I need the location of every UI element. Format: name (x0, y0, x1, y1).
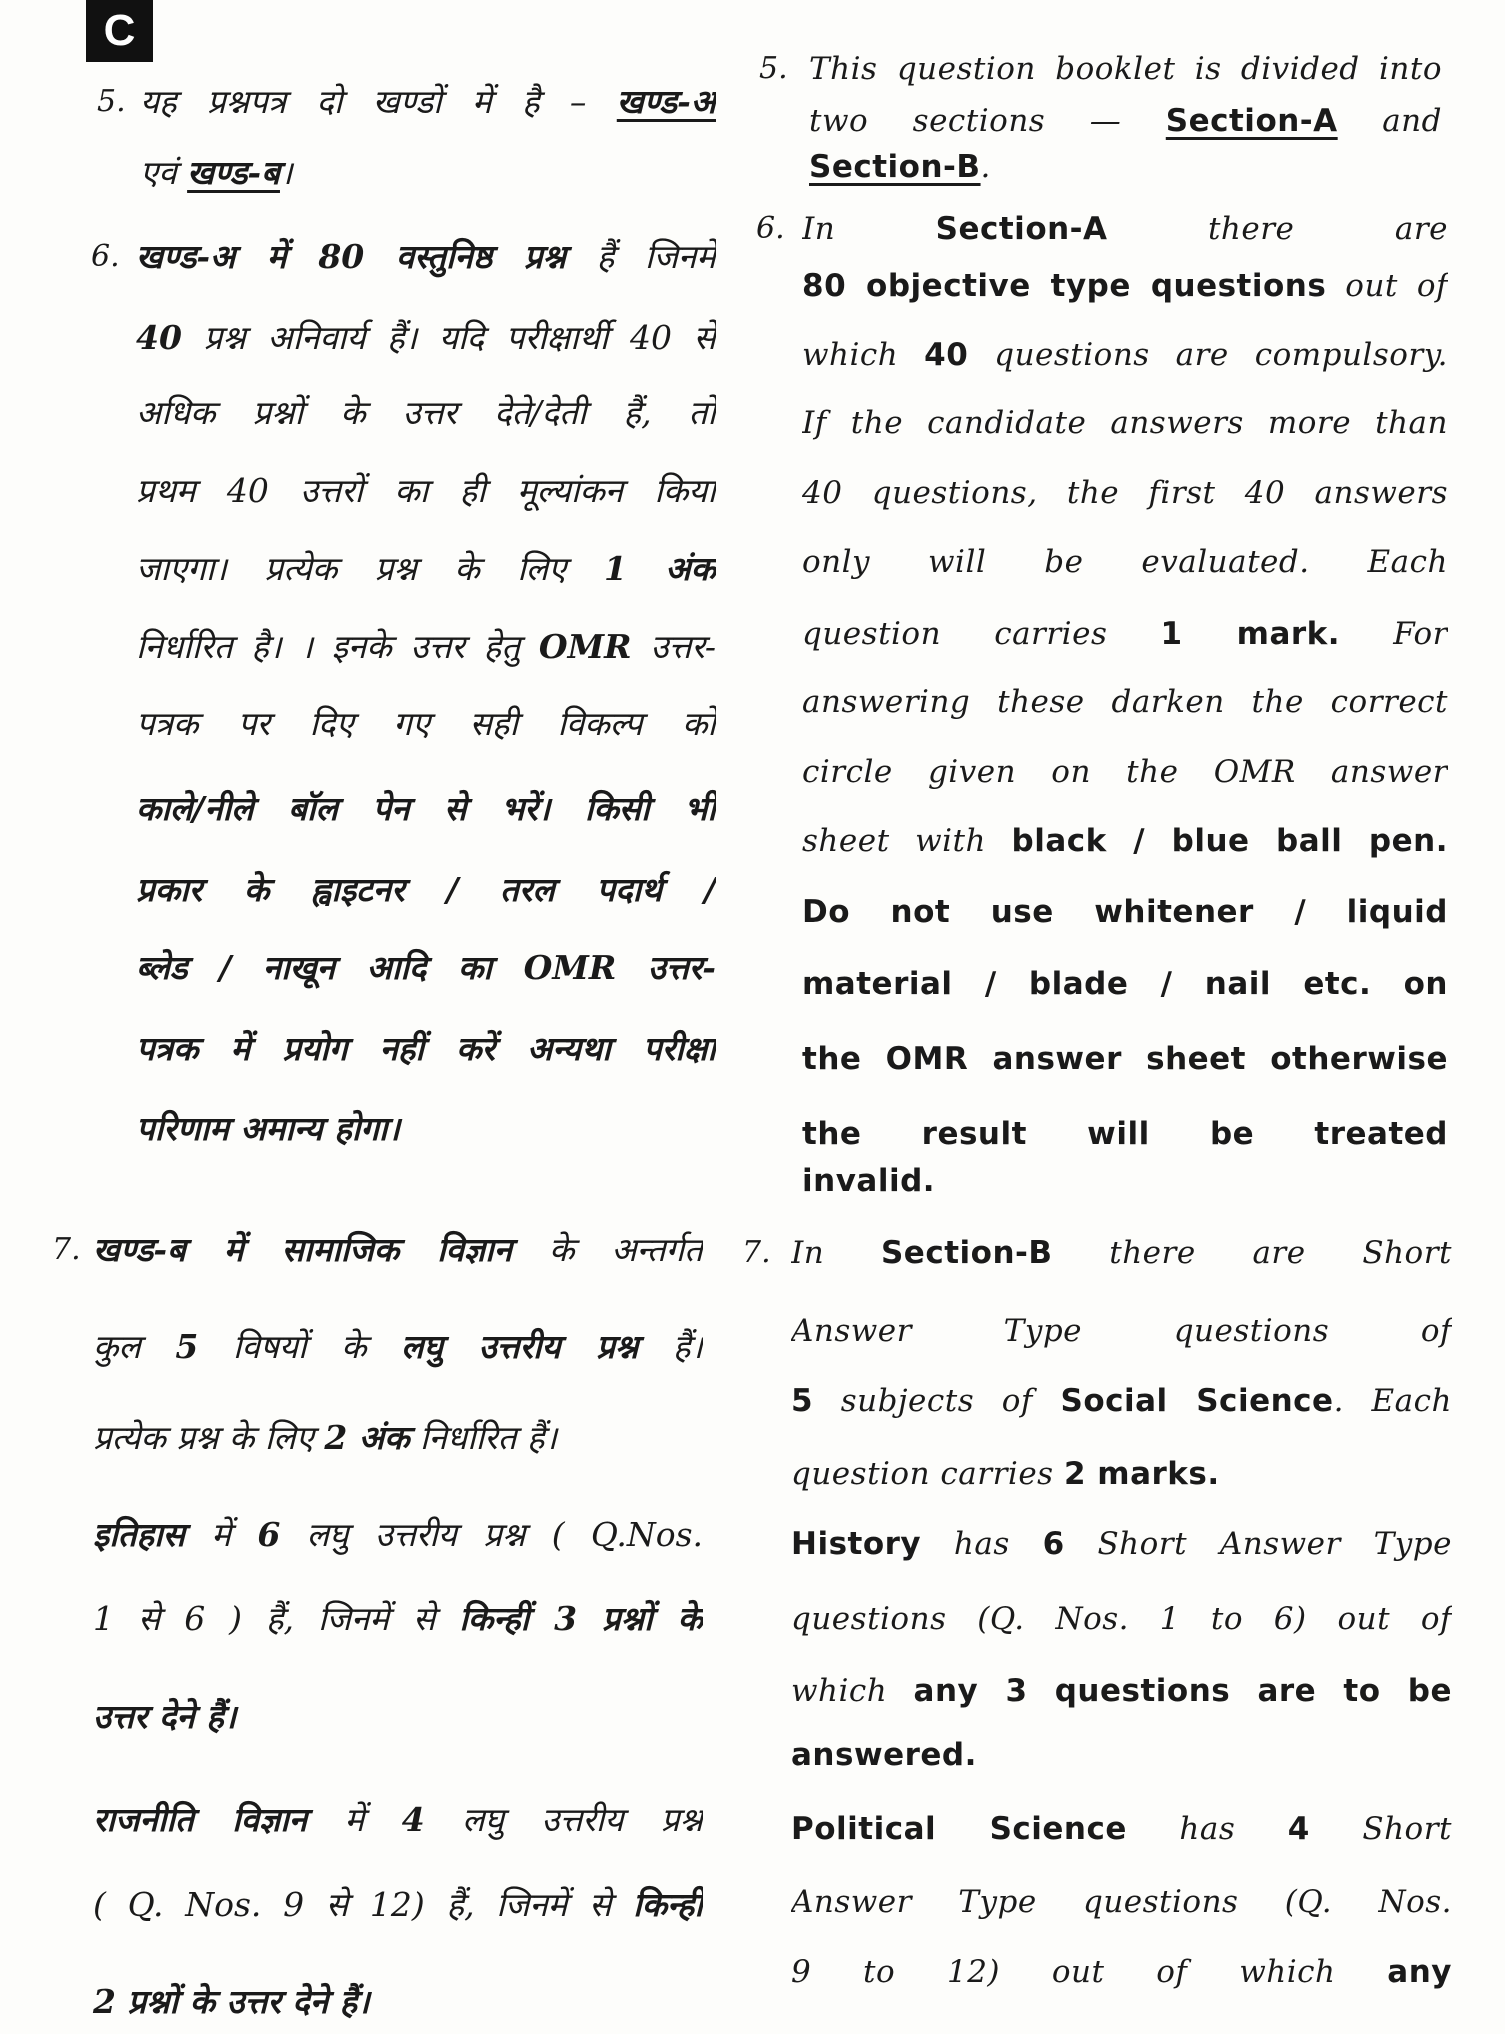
text-line (791, 1950, 1452, 1994)
text-segment: . (980, 149, 991, 185)
text-segment: Answer Type questions of (791, 1313, 1452, 1349)
text-line (136, 946, 716, 990)
text-segment: there are (1107, 211, 1448, 247)
emphasized-text: ब्लेड / नाखून आदि का OMR उत्तर- (136, 948, 716, 987)
item-number: 7. (742, 1235, 771, 1270)
text-line (136, 547, 716, 591)
text-line (791, 1597, 1452, 1641)
text-segment: question carries (791, 1456, 1064, 1492)
text-segment: में (184, 1515, 258, 1554)
text-segment: पत्रक पर दिए गए सही विकल्प को (136, 704, 716, 743)
text-segment: यह प्रश्नपत्र दो खण्डों में है – (140, 82, 617, 121)
text-line (136, 316, 716, 360)
text-segment: which (802, 337, 925, 373)
emphasized-text: Section-A (1165, 103, 1338, 139)
item-number: 5. (97, 84, 126, 119)
text-line (802, 207, 1448, 251)
text-line (136, 1027, 716, 1071)
emphasized-text: लघु उत्तरीय प्रश्न (401, 1327, 639, 1366)
emphasized-text: इतिहास (93, 1515, 185, 1554)
text-segment: In (802, 211, 936, 247)
text-segment: This question booklet is divided into (809, 51, 1442, 87)
text-line (136, 787, 716, 831)
text-line (802, 962, 1448, 1006)
emphasized-text: खण्ड-ब में सामाजिक विज्ञान (93, 1230, 513, 1269)
text-line (791, 1231, 1452, 1275)
text-line (136, 469, 716, 513)
text-line (93, 1883, 703, 1927)
text-line (791, 1452, 1452, 1496)
text-segment: प्रत्येक प्रश्न के लिए (93, 1418, 325, 1457)
text-line (791, 1880, 1452, 1924)
item-number: 6. (91, 239, 120, 274)
emphasized-text: किन्हीं (633, 1885, 703, 1924)
emphasized-text: Section-B (809, 149, 981, 185)
text-segment: For (1340, 616, 1448, 652)
emphasized-text: पत्रक में प्रयोग नहीं करें अन्यथा परीक्षा (136, 1029, 716, 1068)
text-line (140, 80, 716, 124)
emphasized-text: 2 marks. (1063, 1456, 1220, 1492)
text-line (809, 99, 1442, 143)
emphasized-text: OMR (538, 627, 632, 666)
text-line (791, 1379, 1452, 1423)
text-line (802, 680, 1448, 724)
booklet-series-badge: C (86, 0, 153, 62)
emphasized-text: Section-A (935, 211, 1108, 247)
text-segment: के अन्तर्गत (512, 1230, 703, 1269)
text-line (791, 1669, 1452, 1713)
emphasized-text: 40 (924, 337, 969, 373)
text-line (809, 145, 1442, 189)
text-segment: out of (1326, 268, 1448, 304)
text-segment: । (279, 153, 293, 192)
item-number: 7. (52, 1232, 81, 1267)
emphasized-text: invalid. (802, 1163, 936, 1199)
text-segment: there are Short (1052, 1235, 1452, 1271)
text-segment: हैं। (638, 1327, 703, 1366)
text-line (93, 1416, 703, 1460)
text-segment: 40 questions, the first 40 answers (802, 475, 1448, 511)
text-line (136, 625, 716, 669)
text-segment: . Each (1333, 1383, 1452, 1419)
emphasized-text: प्रकार के ह्वाइटनर / तरल पदार्थ / (136, 870, 716, 909)
text-segment: answering these darken the correct (802, 684, 1448, 720)
text-line (93, 1798, 703, 1842)
text-segment: question carries (802, 616, 1161, 652)
text-line (136, 391, 716, 435)
text-line (802, 1159, 1448, 1203)
text-segment: एवं (140, 153, 188, 192)
text-line (802, 750, 1448, 794)
text-segment: questions (Q. Nos. 1 to 6) out of (791, 1601, 1452, 1637)
text-segment: In (791, 1235, 881, 1271)
text-line (93, 1325, 703, 1369)
emphasized-text: किन्हीं 3 प्रश्नों के (459, 1599, 703, 1638)
text-line (802, 890, 1448, 934)
emphasized-text: Social Science (1060, 1383, 1334, 1419)
text-line (93, 1513, 703, 1557)
text-segment: जाएगा। प्रत्येक प्रश्न के लिए (136, 549, 604, 588)
text-line (802, 1037, 1448, 1081)
emphasized-text: black / blue ball pen. (1011, 823, 1448, 859)
text-segment: में (307, 1800, 402, 1839)
emphasized-text: 6 (1042, 1526, 1065, 1562)
text-segment: circle given on the OMR answer (802, 754, 1448, 790)
emphasized-text: 80 objective type questions (802, 268, 1327, 304)
text-segment: Answer Type questions (Q. Nos. (791, 1884, 1452, 1920)
text-line (791, 1807, 1452, 1851)
emphasized-text: 1 अंक (603, 549, 716, 588)
text-line (802, 612, 1448, 656)
emphasized-text: 40 (136, 318, 182, 357)
emphasized-text: 6 (257, 1515, 281, 1554)
text-line (802, 471, 1448, 515)
text-line (93, 1597, 703, 1641)
text-line (791, 1309, 1452, 1353)
text-segment: लघु उत्तरीय प्रश्न (424, 1800, 703, 1839)
text-segment: प्रश्न अनिवार्य हैं। यदि परीक्षार्थी 40 से (181, 318, 716, 357)
text-line (802, 540, 1448, 584)
text-line (802, 1112, 1448, 1156)
text-line (93, 1228, 703, 1272)
emphasized-text: material / blade / nail etc. on (802, 966, 1448, 1002)
text-line (93, 1980, 703, 2024)
text-line (136, 868, 716, 912)
text-segment: sheet with (802, 823, 1012, 859)
text-line (802, 401, 1448, 445)
item-number: 5. (759, 51, 788, 86)
text-line (802, 264, 1448, 308)
emphasized-text: any (1387, 1954, 1452, 1990)
emphasized-text: 5 (791, 1383, 814, 1419)
emphasized-text: Section-B (880, 1235, 1053, 1271)
text-line (809, 47, 1442, 91)
text-segment: has (921, 1526, 1043, 1562)
text-segment: Short Answer Type (1064, 1526, 1452, 1562)
text-segment: questions are compulsory. (968, 337, 1448, 373)
text-line (802, 333, 1448, 377)
text-segment: If the candidate answers more than (802, 405, 1448, 441)
text-segment: प्रथम 40 उत्तरों का ही मूल्यांकन किया (136, 471, 716, 510)
emphasized-text: the result will be treated (802, 1116, 1448, 1152)
text-line (791, 1522, 1452, 1566)
emphasized-text: 1 mark. (1160, 616, 1341, 652)
text-segment: and (1337, 103, 1442, 139)
text-segment: two sections — (809, 103, 1166, 139)
text-segment: निर्धारित हैं। (409, 1418, 558, 1457)
emphasized-text: History (791, 1526, 922, 1562)
text-segment: कुल (93, 1327, 176, 1366)
text-line (136, 235, 716, 279)
text-segment: has (1126, 1811, 1288, 1847)
item-number: 6. (756, 211, 785, 246)
emphasized-text: any 3 questions are to be (913, 1673, 1452, 1709)
emphasized-text: answered. (791, 1737, 977, 1773)
emphasized-text: 4 (401, 1800, 425, 1839)
text-line (802, 819, 1448, 863)
emphasized-text: 5 (175, 1327, 199, 1366)
text-segment: हैं जिनमें (566, 237, 716, 276)
text-line (136, 702, 716, 746)
emphasized-text: the OMR answer sheet otherwise (802, 1041, 1448, 1077)
emphasized-text: 4 (1287, 1811, 1310, 1847)
text-segment: 1 से 6 ) हैं, जिनमें से (93, 1599, 460, 1638)
text-segment: ( Q. Nos. 9 से 12) हैं, जिनमें से (93, 1885, 634, 1924)
text-segment: लघु उत्तरीय प्रश्न ( Q.Nos. (280, 1515, 703, 1554)
text-line (791, 1733, 1452, 1777)
emphasized-text: खण्ड-अ (616, 82, 716, 121)
emphasized-text: 2 अंक (324, 1418, 410, 1457)
emphasized-text: Do not use whitener / liquid (802, 894, 1448, 930)
text-segment: अधिक प्रश्नों के उत्तर देते/देती हैं, तो (136, 393, 716, 432)
text-segment: विषयों के (198, 1327, 402, 1366)
text-line (140, 151, 716, 195)
emphasized-text: खण्ड-ब (187, 153, 280, 192)
text-segment: 9 to 12) out of which (791, 1954, 1388, 1990)
emphasized-text: राजनीति विज्ञान (93, 1800, 308, 1839)
text-line (136, 1107, 716, 1151)
emphasized-text: काले/नीले बॉल पेन से भरें। किसी भी (136, 789, 716, 828)
text-segment: subjects of (813, 1383, 1061, 1419)
emphasized-text: उत्तर देने हैं। (93, 1697, 237, 1736)
emphasized-text: 2 प्रश्नों के उत्तर देने हैं। (93, 1982, 370, 2021)
emphasized-text: खण्ड-अ में 80 वस्तुनिष्ठ प्रश्न (136, 237, 567, 276)
text-segment: which (791, 1673, 914, 1709)
emphasized-text: परिणाम अमान्य होगा। (136, 1109, 400, 1148)
text-segment: Short (1309, 1811, 1452, 1847)
text-segment: only will be evaluated. Each (802, 544, 1448, 580)
emphasized-text: Political Science (791, 1811, 1127, 1847)
text-line (93, 1695, 703, 1739)
text-segment: निर्धारित है। । इनके उत्तर हेतु (136, 627, 539, 666)
text-segment: उत्तर- (631, 627, 716, 666)
